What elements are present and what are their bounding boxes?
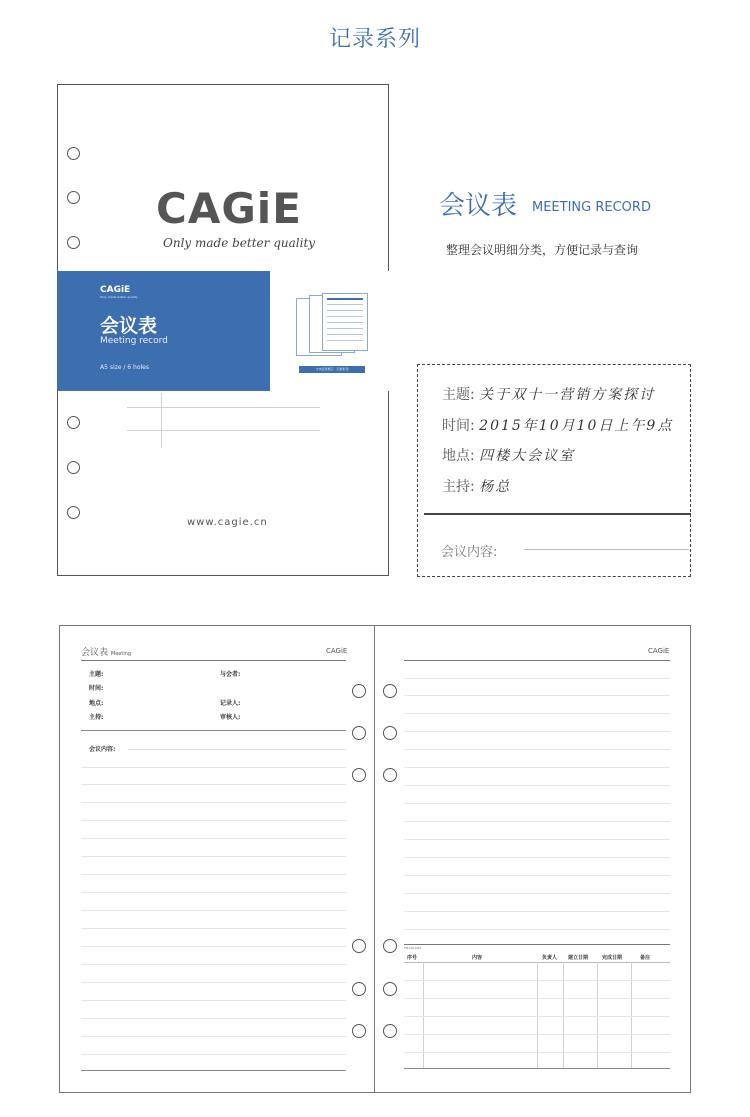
left-field-rule <box>81 730 346 731</box>
field-topic: 主题: <box>89 671 104 678</box>
sample-separator <box>424 513 691 515</box>
binder-hole <box>383 1024 397 1038</box>
cover-line <box>127 430 320 431</box>
field-host: 主持: <box>89 714 104 721</box>
mini-sheet-front <box>322 293 368 351</box>
table-top-rule <box>404 944 670 945</box>
binder-hole <box>67 461 80 474</box>
table-header-created: 建立日期 <box>568 955 589 961</box>
binder-hole <box>352 768 366 782</box>
binder-hole <box>383 768 397 782</box>
ruled-line <box>404 785 670 786</box>
ruled-line <box>404 749 670 750</box>
ruled-line <box>81 946 346 947</box>
ruled-line <box>81 928 346 929</box>
ruled-line <box>404 911 670 912</box>
ruled-line <box>404 875 670 876</box>
field-content: 会议内容: <box>89 746 116 753</box>
ruled-line <box>404 731 670 732</box>
ruled-line <box>404 695 670 696</box>
table-row-line <box>404 998 670 999</box>
table-header-completed: 完成日期 <box>602 955 623 961</box>
sample-row-place: 地点: 四楼大会议室 <box>442 448 576 464</box>
table-row-line <box>404 1034 670 1035</box>
band-tagline: Only made better quality <box>100 295 138 299</box>
band-size: A5 size / 6 holes <box>100 364 149 371</box>
content-line <box>128 749 346 750</box>
left-page <box>59 625 376 1093</box>
binder-hole <box>67 506 80 519</box>
binder-hole <box>383 982 397 996</box>
binder-hole <box>383 726 397 740</box>
table-header-remark: 备注 <box>640 955 651 961</box>
left-page-title: 会议表 Meeting <box>81 648 132 658</box>
field-time: 时间: <box>89 685 104 692</box>
sample-content-label: 会议内容: <box>441 545 498 560</box>
ruled-line <box>81 784 346 785</box>
binder-hole <box>352 982 366 996</box>
ruled-line <box>404 767 670 768</box>
left-bottom-rule <box>81 1070 346 1071</box>
sample-content-line <box>524 549 689 550</box>
ruled-line <box>81 838 346 839</box>
right-page-logo: CAGiE <box>648 647 670 655</box>
table-header-no: 序号 <box>407 955 418 961</box>
binder-hole <box>352 1024 366 1038</box>
product-description: 整理会议明细分类，方便记录与查询 <box>446 243 639 257</box>
section-title: 记录系列 <box>328 27 421 52</box>
field-recorder: 记录人: <box>220 700 241 707</box>
ruled-line <box>404 857 670 858</box>
product-title-en: MEETING RECORD <box>532 200 651 215</box>
product-title: 会议表 <box>439 191 518 221</box>
ruled-line <box>404 929 670 930</box>
ruled-line <box>81 982 346 983</box>
sample-row-topic: 主题: 关于双十一营销方案探讨 <box>442 387 656 403</box>
binder-hole <box>352 684 366 698</box>
table-row-line <box>404 1016 670 1017</box>
table-header-owner: 负责人 <box>542 955 558 961</box>
binder-hole <box>352 939 366 953</box>
ruled-line <box>404 821 670 822</box>
table-row-line <box>404 980 670 981</box>
ruled-line <box>81 910 346 911</box>
field-attendees: 与会者: <box>220 671 241 678</box>
ruled-line <box>81 802 346 803</box>
ruled-line <box>404 678 670 679</box>
left-page-logo: CAGiE <box>326 647 348 655</box>
binder-hole <box>67 147 80 160</box>
ruled-line <box>81 1000 346 1001</box>
ruled-line <box>81 1054 346 1055</box>
ruled-line <box>404 713 670 714</box>
right-title-rule <box>404 660 670 661</box>
ruled-line <box>81 1036 346 1037</box>
ruled-line <box>81 820 346 821</box>
left-title-rule <box>81 660 346 661</box>
ruled-line <box>81 856 346 857</box>
ruled-line <box>404 803 670 804</box>
ruled-line <box>81 874 346 875</box>
logo-tagline: Only made better quality <box>163 236 316 250</box>
ruled-line <box>81 767 346 768</box>
ruled-line <box>81 892 346 893</box>
ruled-line <box>404 839 670 840</box>
cover-blue-band <box>57 271 270 391</box>
band-logo: CAGiE <box>100 285 131 295</box>
ruled-line <box>404 893 670 894</box>
sample-row-time: 时间: 2015年10月10日上午9点 <box>442 418 674 434</box>
binder-hole <box>67 236 80 249</box>
field-place: 地点: <box>89 700 104 707</box>
band-subtitle: Meeting record <box>100 336 168 346</box>
website-url: www.cagie.cn <box>187 517 268 528</box>
binder-hole <box>383 684 397 698</box>
binder-hole <box>67 191 80 204</box>
binder-hole <box>67 416 80 429</box>
sample-row-host: 主持: 杨总 <box>442 479 512 495</box>
binder-hole <box>352 726 366 740</box>
cagie-logo: CAGiE <box>156 184 302 233</box>
table-note: TO-DO LIST <box>404 946 422 950</box>
right-bottom-rule <box>404 1068 670 1069</box>
table-header-content: 内容 <box>472 955 483 961</box>
ruled-line <box>81 964 346 965</box>
ruled-line <box>81 1018 346 1019</box>
band-title: 会议表 <box>100 315 158 337</box>
cover-vline <box>161 393 162 448</box>
table-row-line <box>404 1052 670 1053</box>
binder-hole <box>383 939 397 953</box>
field-reviewer: 审核人: <box>220 714 241 721</box>
mini-preview-label: 卡杰活页纸芯 · 记录系列 <box>299 366 365 373</box>
cover-line <box>127 407 320 408</box>
